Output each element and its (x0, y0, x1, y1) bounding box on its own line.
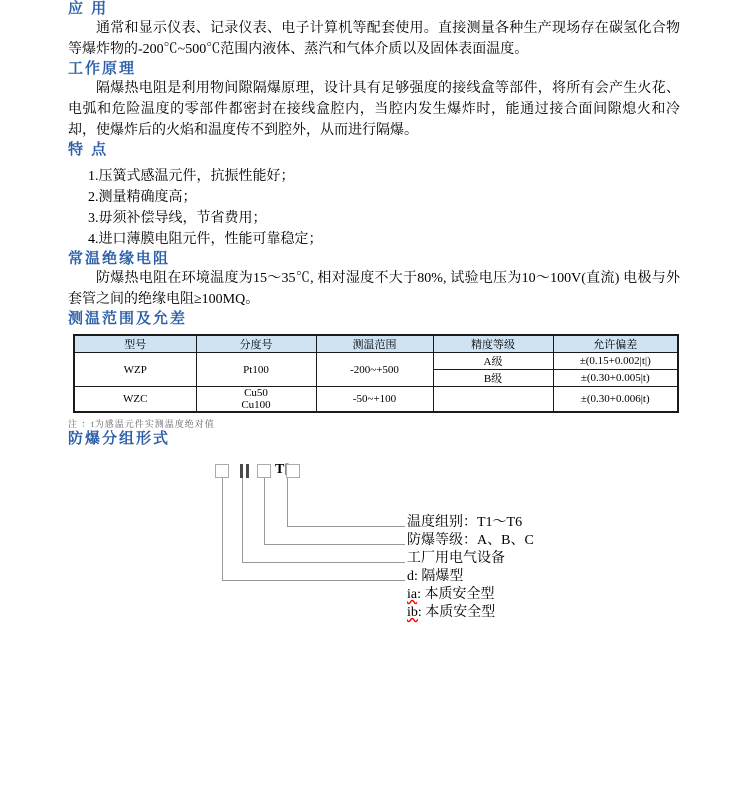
cell-graduation-wzc (196, 387, 316, 413)
section-heading-principle: 工作原理 (68, 60, 137, 77)
diagram-labels (407, 514, 534, 622)
ia-code: ia (407, 587, 418, 602)
cell-tolerance-b: ±(0.30+0.005|t) (553, 370, 678, 387)
section-heading-application: 应 用 (68, 0, 109, 17)
placeholder-box-3 (286, 464, 300, 478)
cell-graduation-wzp: Pt100 (196, 353, 316, 387)
cell-model-wzp: WZP (74, 353, 196, 387)
section-heading-insulation: 常温绝缘电阻 (68, 250, 171, 267)
cell-range-wzc: -50~+100 (316, 387, 433, 413)
col-header-graduation: 分度号 (196, 335, 316, 353)
cell-grade-a: A级 (433, 353, 553, 370)
label-intrinsic-safe-ia: ia: 本质安全型 (407, 587, 495, 602)
section-heading-grouping: 防爆分组形式 (68, 430, 171, 447)
spec-table (73, 334, 679, 413)
cell-range-wzp: -200~+500 (316, 353, 433, 387)
label-intrinsic-safe-ib: ib: 本质安全型 (407, 605, 496, 620)
cell-model-wzc: WZC (74, 387, 196, 413)
temperature-group-symbol: T (275, 462, 289, 478)
graduation-line: Cu50 (244, 387, 268, 399)
connector-line-4 (287, 478, 405, 527)
cell-grade-b: B级 (433, 370, 553, 387)
col-header-model: 型号 (74, 335, 196, 353)
label-explosion-grade: 防爆等级：A、B、C (407, 533, 534, 548)
graduation-line: Cu100 (241, 399, 271, 411)
explosion-proof-code-diagram (68, 451, 680, 643)
application-paragraph: 通常和显示仪表、记录仪表、电子计算机等配套使用。直接测量各种生产现场存在碳氢化合物等爆炸物的-200℃~500℃范围内液体、蒸汽和气体介质以及固体表面温度。 (68, 21, 680, 57)
section-heading-range-tolerance: 测温范围及允差 (68, 310, 188, 327)
label-temperature-group: 温度组别：T1～T6 (407, 515, 523, 530)
feature-item: 4.进口薄膜电阻元件，性能可靠稳定； (88, 232, 323, 247)
insulation-paragraph: 防爆热电阻在环境温度为15～35℃, 相对湿度不大于80%, 试验电压为10～100V(直流) 电极与外套管之间的绝缘电阻≥100MQ。 (68, 271, 680, 307)
cell-tolerance-a: ±(0.15+0.002|t|) (553, 353, 678, 370)
col-header-range: 测温范围 (316, 335, 433, 353)
roman-numeral-ii (238, 464, 251, 478)
col-header-tolerance: 允许偏差 (553, 335, 678, 353)
feature-item: 2.测量精确度高； (88, 190, 197, 205)
cell-grade-wzc (433, 387, 553, 413)
table-row (74, 353, 678, 370)
col-header-grade: 精度等级 (433, 335, 553, 353)
placeholder-box-2 (257, 464, 271, 478)
table-header-row (74, 335, 678, 353)
label-flameproof-type: d: 隔爆型 (407, 569, 464, 584)
principle-paragraph: 隔爆热电阻是利用物间隙隔爆原理，设计具有足够强度的接线盒等部件，将所有会产生火花、电弧和危险温度的零部件都密封在接线盒腔内，当腔内发生爆炸时，能通过接合面间隙熄火和冷却，使爆炸后的火焰和温度传不到腔外，从而进行隔爆。 (68, 81, 680, 138)
ib-code: ib (407, 605, 418, 620)
label-factory-equipment: 工厂用电气设备 (407, 551, 505, 566)
section-heading-features: 特 点 (68, 141, 109, 158)
placeholder-box-1 (215, 464, 229, 478)
cell-tolerance-wzc: ±(0.30+0.006|t) (553, 387, 678, 413)
table-row (74, 387, 678, 413)
table-note: 注 ：t为感温元件实测温度绝对值 (68, 419, 215, 429)
feature-item: 3.毋须补偿导线，节省费用； (88, 211, 267, 226)
feature-item: 1.压簧式感温元件，抗振性能好； (88, 169, 295, 184)
features-list (88, 166, 680, 250)
